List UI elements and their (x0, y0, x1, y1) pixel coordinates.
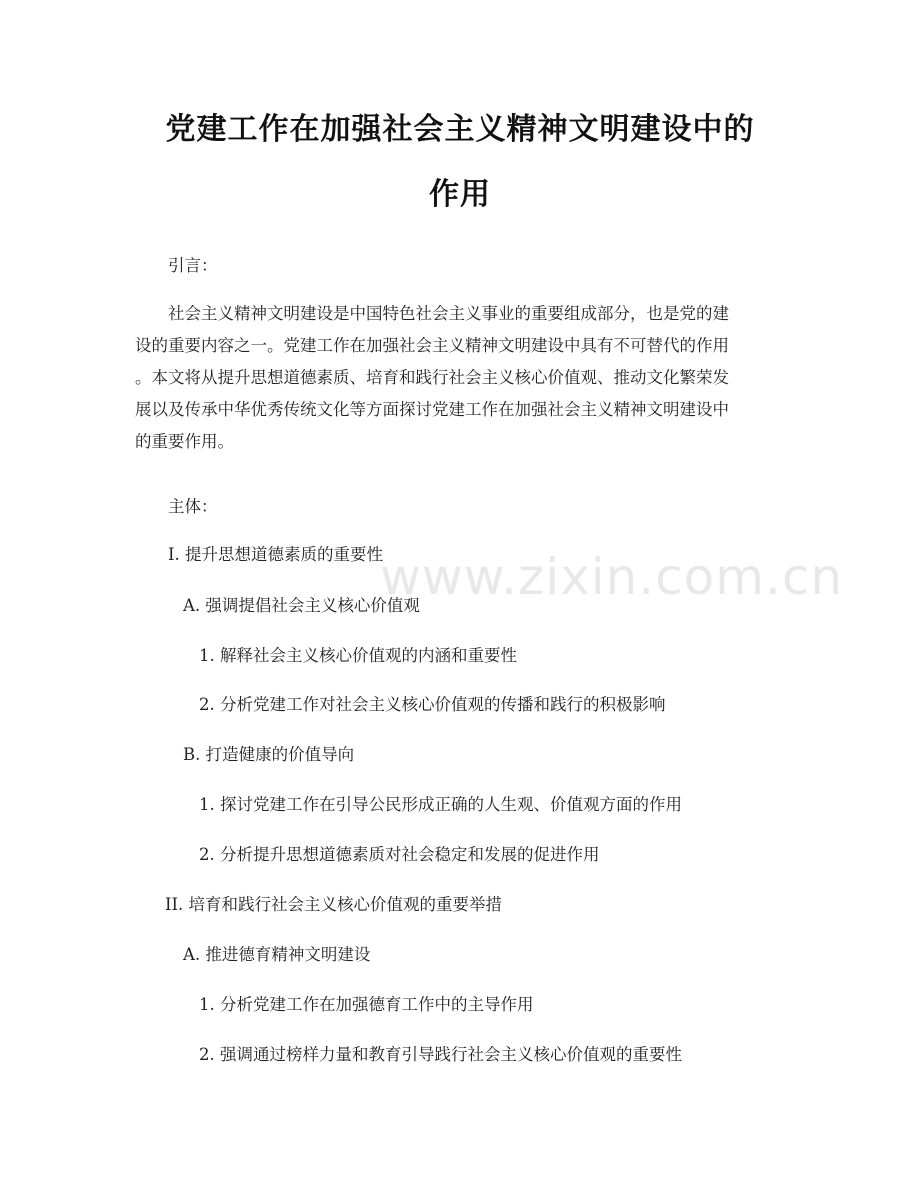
body-label: 主体： (168, 497, 218, 516)
outline-item-I-B-2: 2. 分析提升思想道德素质对社会稳定和发展的促进作用 (199, 845, 600, 864)
intro-line-4: 展以及传承中华优秀传统文化等方面探讨党建工作在加强社会主义精神文明建设中 (135, 400, 729, 419)
intro-line-3: 。本文将从提升思想道德素质、培育和践行社会主义核心价值观、推动文化繁荣发 (135, 368, 729, 387)
outline-item-II-A: A. 推进德育精神文明建设 (183, 945, 371, 964)
watermark: www.zixin.com.cn (380, 548, 844, 606)
outline-item-I-A-2: 2. 分析党建工作对社会主义核心价值观的传播和践行的积极影响 (199, 695, 666, 714)
document-title-line2: 作用 (429, 177, 491, 212)
intro-line-5: 的重要作用。 (135, 432, 234, 451)
outline-item-I-A: A. 强调提倡社会主义核心价值观 (183, 596, 420, 615)
outline-item-I-B-1: 1. 探讨党建工作在引导公民形成正确的人生观、价值观方面的作用 (199, 795, 682, 814)
intro-paragraph (135, 298, 785, 458)
outline-item-I-B: B. 打造健康的价值导向 (183, 745, 355, 764)
intro-label: 引言： (168, 256, 218, 275)
outline-item-II-A-1: 1. 分析党建工作在加强德育工作中的主导作用 (199, 995, 534, 1014)
outline-heading-I: I. 提升思想道德素质的重要性 (168, 545, 384, 564)
outline-heading-II: II. 培育和践行社会主义核心价值观的重要举措 (165, 895, 503, 914)
outline-item-I-A-1: 1. 解释社会主义核心价值观的内涵和重要性 (199, 646, 517, 665)
document-title-line1: 党建工作在加强社会主义精神文明建设中的 (165, 112, 755, 147)
intro-line-1: 社会主义精神文明建设是中国特色社会主义事业的重要组成部分，也是党的建 (168, 304, 729, 323)
intro-line-2: 设的重要内容之一。党建工作在加强社会主义精神文明建设中具有不可替代的作用 (135, 336, 729, 355)
outline-item-II-A-2: 2. 强调通过榜样力量和教育引导践行社会主义核心价值观的重要性 (199, 1045, 682, 1064)
